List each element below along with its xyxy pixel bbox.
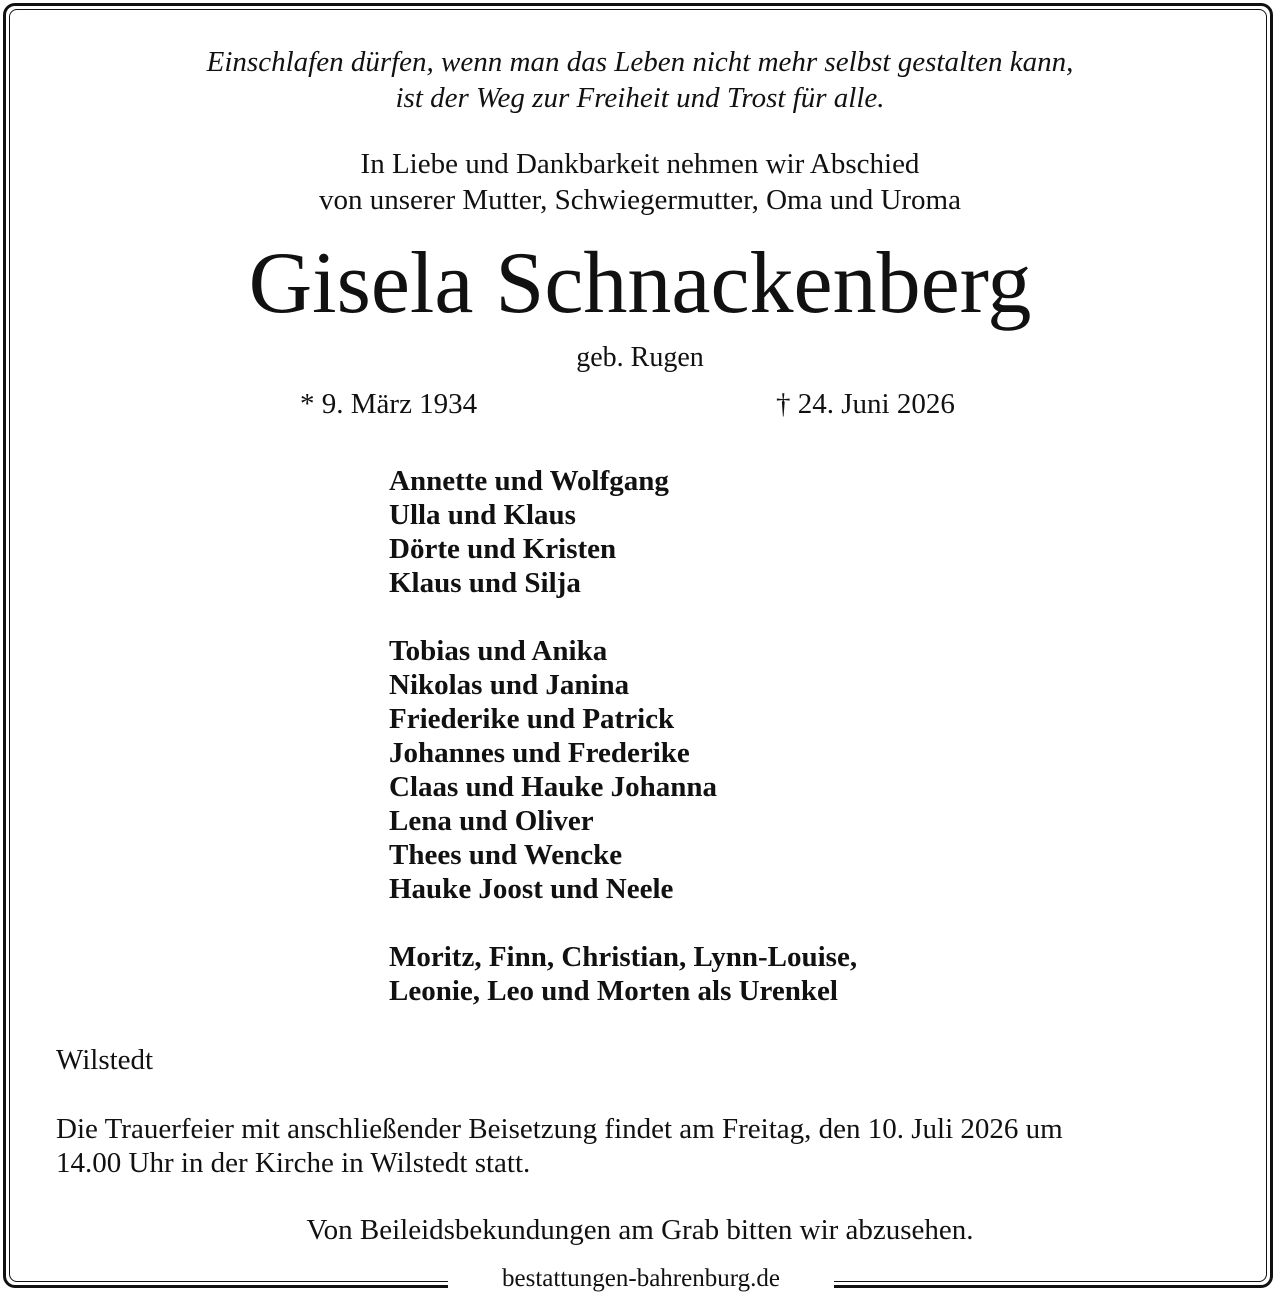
mourner-line: Annette und Wolfgang <box>389 465 669 497</box>
service-line-2: 14.00 Uhr in der Kirche in Wilstedt statt. <box>56 1147 531 1179</box>
motto-line-2: ist der Weg zur Freiheit und Trost für alle. <box>395 82 885 114</box>
mourner-line: Thees und Wencke <box>389 839 623 871</box>
intro-text <box>0 146 1280 218</box>
mourner-line: Nikolas und Janina <box>389 669 630 701</box>
mourner-line: Friederike und Patrick <box>389 703 675 735</box>
mourner-line: Klaus und Silja <box>389 567 581 599</box>
service-line-1: Die Trauerfeier mit anschließender Beisetzung findet am Freitag, den 10. Juli 2026 um <box>56 1113 1063 1145</box>
death-date: † 24. Juni 2026 <box>776 388 955 420</box>
motto <box>0 44 1280 116</box>
great-grandchildren-group <box>389 940 857 1008</box>
mourner-line: Johannes und Frederike <box>389 737 690 769</box>
motto-line-1: Einschlafen dürfen, wenn man das Leben nicht mehr selbst gestalten kann, <box>206 46 1074 78</box>
mourners-list <box>389 464 857 1008</box>
mourner-line: Leonie, Leo und Morten als Urenkel <box>389 975 838 1007</box>
place-name: Wilstedt <box>56 1044 154 1076</box>
mourner-line: Claas und Hauke Johanna <box>389 771 717 803</box>
birth-date: * 9. März 1934 <box>300 388 478 420</box>
mourner-line: Dörte und Kristen <box>389 533 617 565</box>
funeral-home-website[interactable]: bestattungen-bahrenburg.de <box>502 1265 780 1292</box>
children-group <box>389 464 857 600</box>
mourner-line: Moritz, Finn, Christian, Lynn-Louise, <box>389 941 858 973</box>
mourner-line: Lena und Oliver <box>389 805 594 837</box>
grandchildren-group <box>389 634 857 906</box>
maiden-name: geb. Rugen <box>576 342 704 373</box>
mourner-line: Ulla und Klaus <box>389 499 576 531</box>
mourner-line: Hauke Joost und Neele <box>389 873 674 905</box>
mourner-line: Tobias und Anika <box>389 635 608 667</box>
deceased-name: Gisela Schnackenberg <box>248 235 1032 332</box>
intro-line-1: In Liebe und Dankbarkeit nehmen wir Abschied <box>360 148 920 180</box>
funeral-service-info <box>56 1112 1226 1180</box>
intro-line-2: von unserer Mutter, Schwiegermutter, Oma und Uroma <box>319 184 961 216</box>
closing-note: Von Beileidsbekundungen am Grab bitten wir abzusehen. <box>306 1214 974 1246</box>
